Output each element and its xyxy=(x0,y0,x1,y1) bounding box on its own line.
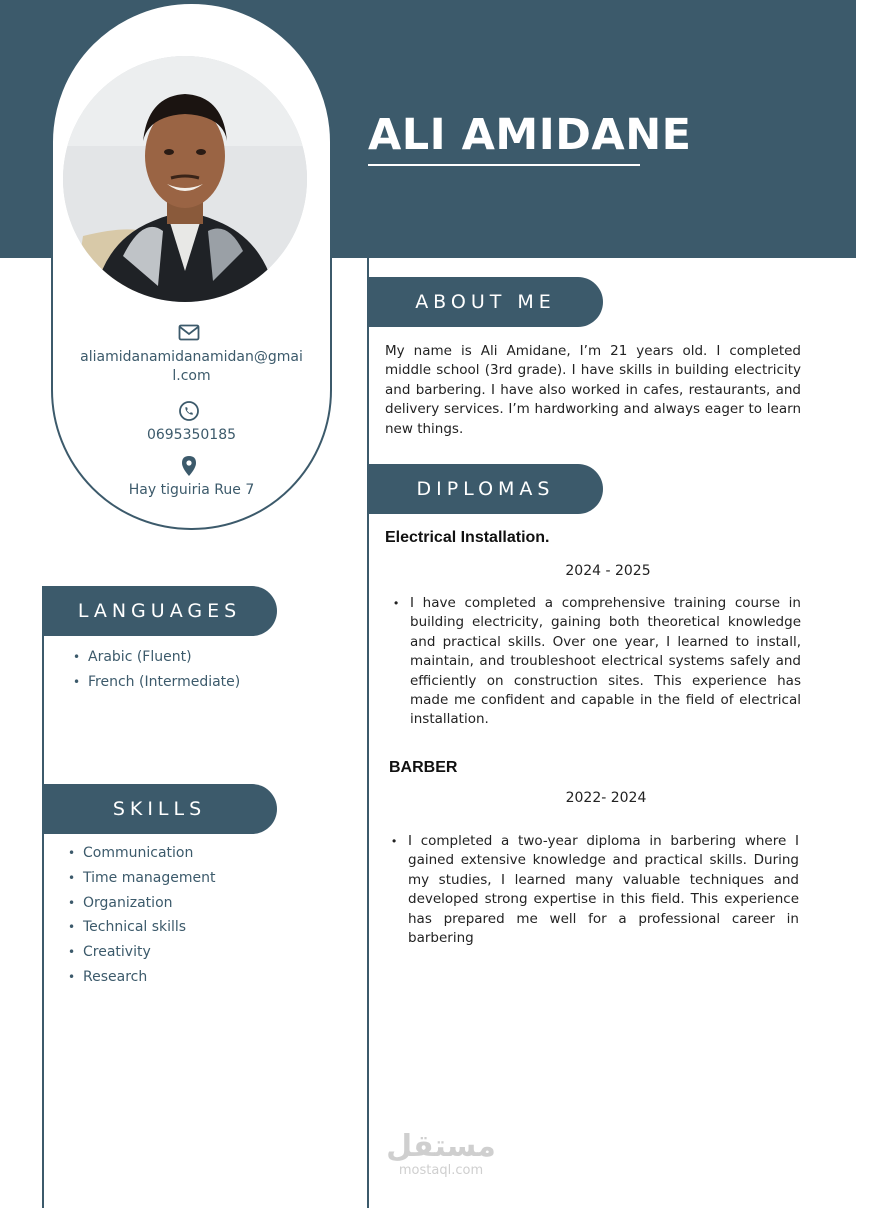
diploma-description: I have completed a comprehensive training course in building electricity, gaining both theoretical knowledge and practical skills. Over one year, I learned to install, maintain, and troubleshoot electrical systems safely and efficiently on construction sites. This experience has made me confident and capable in the field of electrical installation. xyxy=(410,595,801,728)
skills-title: SKILLS xyxy=(112,798,207,820)
diploma-description: I completed a two-year diploma in barbering where I gained extensive knowledge and practical skills. During my studies, I learned many valuable techniques and developed strong expertise in this field. This experience has prepared me well for a professional career in barbering xyxy=(408,833,799,947)
about-heading xyxy=(368,277,603,327)
skills-heading xyxy=(42,784,277,834)
bullet-icon: • xyxy=(394,596,399,610)
languages-list xyxy=(70,645,240,695)
skill-item: • Technical skills xyxy=(65,915,216,940)
language-item: • French (Intermediate) xyxy=(70,670,240,695)
name-underline xyxy=(368,164,640,166)
diploma-years: 2024 - 2025 xyxy=(565,563,651,579)
diplomas-title: DIPLOMAS xyxy=(416,478,555,500)
phone-text: 0695350185 xyxy=(146,427,237,443)
portrait-illustration xyxy=(63,56,307,302)
email-text: aliamidanamidanamidan@gmail.com xyxy=(80,349,303,384)
watermark xyxy=(386,1130,496,1178)
candidate-name: ALI AMIDANE xyxy=(368,110,692,160)
diploma-title: Electrical Installation. xyxy=(385,529,550,546)
skill-item: • Communication xyxy=(65,841,216,866)
language-item: • Arabic (Fluent) xyxy=(70,645,240,670)
skill-item: • Creativity xyxy=(65,940,216,965)
address-text: Hay tiguiria Rue 7 xyxy=(128,482,255,498)
skill-item: • Research xyxy=(65,965,216,990)
skill-item: • Time management xyxy=(65,866,216,891)
diploma-years: 2022- 2024 xyxy=(565,790,647,806)
skills-list xyxy=(65,841,216,990)
page-margin xyxy=(856,0,877,1208)
bullet-icon: • xyxy=(392,834,397,848)
location-pin-icon xyxy=(0,455,383,482)
skill-item: • Organization xyxy=(65,891,216,916)
sidebar-line xyxy=(42,588,44,1208)
watermark-url: mostaql.com xyxy=(398,1163,484,1178)
languages-title: LANGUAGES xyxy=(77,600,242,622)
about-paragraph: My name is Ali Amidane, I’m 21 years old. I completed middle school (3rd grade). I have skills in building electricity and barbering. I have also worked in cafes, restaurants, and delivery services. I’m hardworking and always eager to learn new things. xyxy=(385,343,801,437)
watermark-arabic: مستقل xyxy=(386,1129,496,1164)
diploma-title: BARBER xyxy=(389,759,458,776)
envelope-icon xyxy=(0,324,383,347)
phone-icon xyxy=(0,400,383,427)
diplomas-heading xyxy=(368,464,603,514)
profile-photo xyxy=(63,56,307,302)
about-title: ABOUT ME xyxy=(415,291,556,313)
languages-heading xyxy=(42,586,277,636)
